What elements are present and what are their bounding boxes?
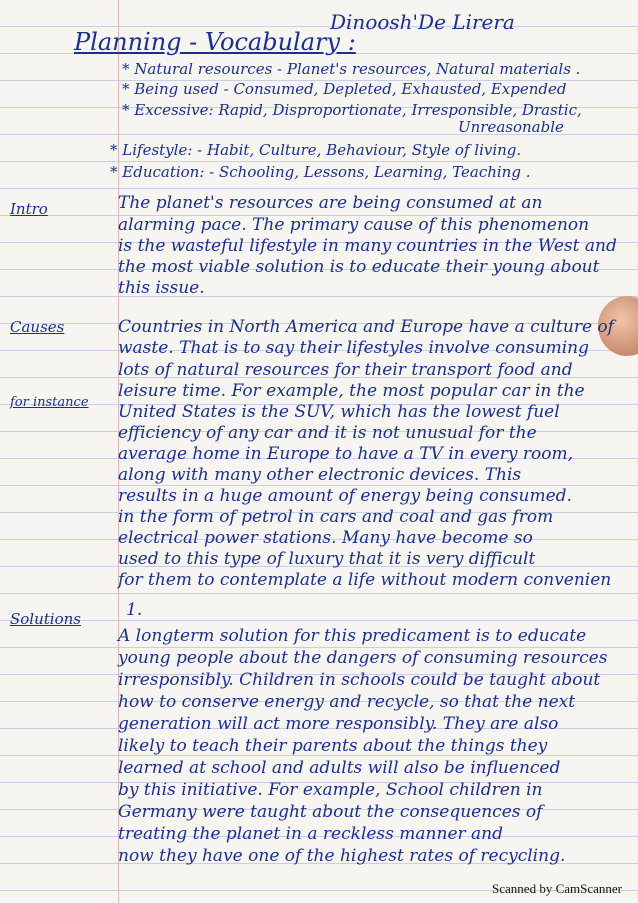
causes-line: used to this type of luxury that it is very difficult <box>118 549 536 569</box>
section-label-solutions: Solutions <box>10 610 81 628</box>
scanner-watermark: Scanned by CamScanner <box>492 881 622 896</box>
vocab-line: * Natural resources - Planet's resources, Natural materials . <box>122 60 581 78</box>
page-title: Planning - Vocabulary : <box>74 28 356 56</box>
causes-line: leisure time. For example, the most popular car in the <box>118 381 585 401</box>
solutions-line: generation will act more responsibly. They are also <box>118 714 559 734</box>
causes-line: United States is the SUV, which has the lowest fuel <box>118 402 560 422</box>
causes-line: electrical power stations. Many have become so <box>118 528 533 548</box>
solutions-line: irresponsibly. Children in schools could be taught about <box>118 670 601 690</box>
causes-line: results in a huge amount of energy being consumed. <box>118 486 572 506</box>
causes-line: for them to contemplate a life without modern convenien <box>118 570 612 590</box>
vocab-line: * Lifestyle: - Habit, Culture, Behaviour, Style of living. <box>110 141 522 159</box>
section-label-intro: Intro <box>10 200 48 218</box>
intro-line: is the wasteful lifestyle in many countries in the West and <box>118 236 617 256</box>
author-name: Dinoosh'De Lirera <box>330 10 515 34</box>
intro-line: this issue. <box>118 278 205 298</box>
solution-number: 1. <box>126 600 143 620</box>
causes-line: waste. That is to say their lifestyles involve consuming <box>118 338 589 358</box>
causes-line: in the form of petrol in cars and coal and gas from <box>118 507 554 527</box>
vocab-line: * Excessive: Rapid, Disproportionate, Irresponsible, Drastic, <box>122 101 582 119</box>
solutions-line: now they have one of the highest rates of recycling. <box>118 846 566 866</box>
solutions-line: learned at school and adults will also be influenced <box>118 758 561 778</box>
vocab-line: * Education: - Schooling, Lessons, Learning, Teaching . <box>110 163 531 181</box>
solutions-line: young people about the dangers of consuming resources <box>118 648 608 668</box>
intro-line: The planet's resources are being consumed at an <box>118 193 543 213</box>
causes-line: along with many other electronic devices. This <box>118 465 522 485</box>
section-label-causes: Causes <box>10 318 65 336</box>
causes-line: Countries in North America and Europe have a culture of <box>118 317 614 337</box>
solutions-line: treating the planet in a reckless manner and <box>118 824 503 844</box>
intro-line: alarming pace. The primary cause of this phenomenon <box>118 215 590 235</box>
solutions-line: likely to teach their parents about the things they <box>118 736 548 756</box>
vocab-line: Unreasonable <box>458 118 564 136</box>
vocab-line: * Being used - Consumed, Depleted, Exhausted, Expended <box>122 80 567 98</box>
solutions-line: how to conserve energy and recycle, so that the next <box>118 692 576 712</box>
section-sublabel-for-instance: for instance <box>10 395 89 410</box>
causes-line: average home in Europe to have a TV in every room, <box>118 444 573 464</box>
intro-line: the most viable solution is to educate their young about <box>118 257 600 277</box>
causes-line: lots of natural resources for their transport food and <box>118 360 573 380</box>
solutions-line: by this initiative. For example, School children in <box>118 780 543 800</box>
causes-line: efficiency of any car and it is not unusual for the <box>118 423 537 443</box>
solutions-line: A longterm solution for this predicament is to educate <box>118 626 587 646</box>
solutions-line: Germany were taught about the consequences of <box>118 802 543 822</box>
